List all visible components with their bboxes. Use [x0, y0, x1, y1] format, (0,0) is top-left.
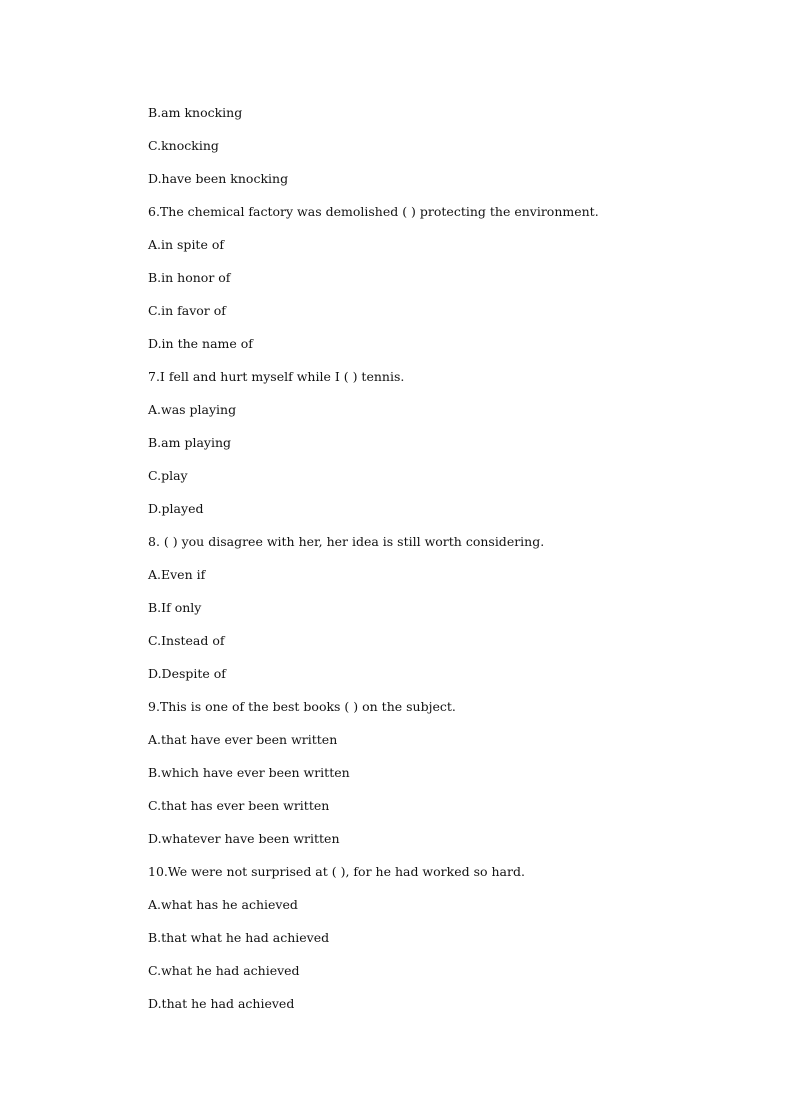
option-line: C.play: [148, 468, 188, 483]
option-line: A.that have ever been written: [148, 732, 338, 747]
option-line: B.am playing: [148, 435, 232, 450]
option-line: B.that what he had achieved: [148, 930, 330, 945]
option-line: B.If only: [148, 600, 202, 615]
option-line: C.that has ever been written: [148, 798, 330, 813]
option-line: D.that he had achieved: [148, 996, 295, 1011]
option-line: B.in honor of: [148, 270, 231, 285]
option-line: C.what he had achieved: [148, 963, 300, 978]
option-line: D.Despite of: [148, 666, 226, 681]
option-line: A.in spite of: [148, 237, 224, 252]
option-line: C.in favor of: [148, 303, 226, 318]
option-line: A.was playing: [148, 402, 237, 417]
option-line: A.what has he achieved: [148, 897, 298, 912]
question-line: 8. ( ) you disagree with her, her idea is still worth considering.: [148, 534, 545, 549]
option-line: C.knocking: [148, 138, 219, 153]
option-line: D.in the name of: [148, 336, 253, 351]
question-list: [148, 104, 748, 1028]
option-line: B.which have ever been written: [148, 765, 350, 780]
option-line: D.whatever have been written: [148, 831, 340, 846]
question-line: 10.We were not surprised at ( ), for he had worked so hard.: [148, 864, 525, 879]
question-line: 7.I fell and hurt myself while I ( ) tennis.: [148, 369, 405, 384]
option-line: A.Even if: [148, 567, 206, 582]
option-line: B.am knocking: [148, 105, 243, 120]
option-line: D.played: [148, 501, 204, 516]
question-line: 9.This is one of the best books ( ) on the subject.: [148, 699, 456, 714]
option-line: D.have been knocking: [148, 171, 289, 186]
option-line: C.Instead of: [148, 633, 225, 648]
question-line: 6.The chemical factory was demolished ( ) protecting the environment.: [148, 204, 599, 219]
